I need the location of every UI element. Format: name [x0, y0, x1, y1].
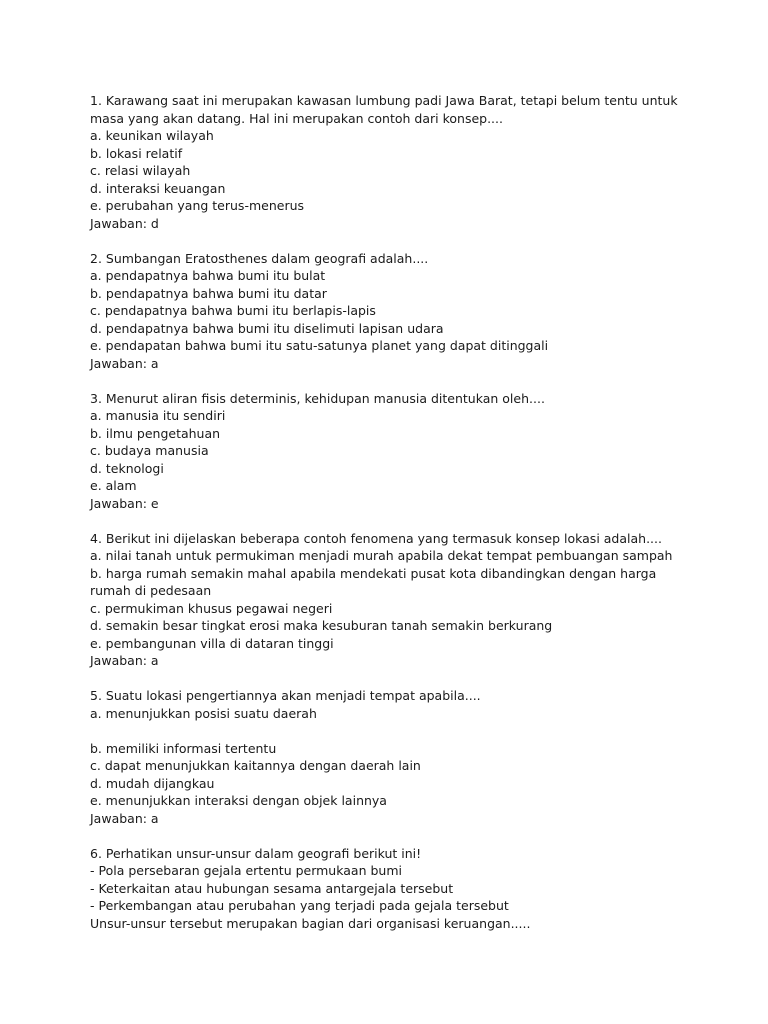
option-e: e. pendapatan bahwa bumi itu satu-satunya planet yang dapat ditinggali	[90, 338, 549, 353]
question-stem: 5. Suatu lokasi pengertiannya akan menjadi tempat apabila....	[90, 688, 481, 703]
option-a: a. nilai tanah untuk permukiman menjadi murah apabila dekat tempat pembuangan sampah	[90, 548, 673, 563]
option-c: c. budaya manusia	[90, 443, 209, 458]
option-a: a. manusia itu sendiri	[90, 408, 226, 423]
option-e: e. perubahan yang terus-menerus	[90, 198, 305, 213]
answer-key: Jawaban: d	[90, 215, 159, 231]
question-5	[90, 687, 690, 827]
option-b: b. memiliki informasi tertentu	[90, 740, 277, 756]
option-e: e. menunjukkan interaksi dengan objek lainnya	[90, 793, 387, 808]
question-6	[90, 845, 690, 933]
option-a: a. menunjukkan posisi suatu daerah	[90, 705, 317, 721]
blank-line	[90, 722, 690, 740]
question-closing: Unsur-unsur tersebut merupakan bagian dari organisasi keruangan.....	[90, 915, 531, 931]
question-stem: 2. Sumbangan Eratosthenes dalam geografi adalah....	[90, 250, 429, 266]
question-3	[90, 390, 690, 513]
option-d: d. semakin besar tingkat erosi maka kesuburan tanah semakin berkurang	[90, 618, 553, 633]
question-4	[90, 530, 690, 670]
option-c: c. relasi wilayah	[90, 163, 191, 178]
option-b: b. pendapatnya bahwa bumi itu datar	[90, 285, 327, 301]
bullet-point: - Pola persebaran gejala ertentu permukaan bumi	[90, 863, 402, 878]
question-stem: 3. Menurut aliran fisis determinis, kehidupan manusia ditentukan oleh....	[90, 390, 545, 406]
option-b: b. harga rumah semakin mahal apabila mendekati pusat kota dibandingkan dengan harga rumah di pedesaan	[90, 565, 657, 598]
option-d: d. interaksi keuangan	[90, 180, 226, 196]
bullet-point: - Keterkaitan atau hubungan sesama antargejala tersebut	[90, 880, 454, 896]
option-c: c. pendapatnya bahwa bumi itu berlapis-lapis	[90, 303, 376, 318]
option-b: b. lokasi relatif	[90, 145, 183, 161]
option-a: a. pendapatnya bahwa bumi itu bulat	[90, 268, 326, 283]
bullet-point: - Perkembangan atau perubahan yang terjadi pada gejala tersebut	[90, 898, 509, 913]
option-a: a. keunikan wilayah	[90, 128, 214, 143]
option-c: c. dapat menunjukkan kaitannya dengan daerah lain	[90, 758, 421, 773]
option-d: d. pendapatnya bahwa bumi itu diselimuti lapisan udara	[90, 320, 444, 336]
answer-key: Jawaban: a	[90, 355, 159, 371]
option-e: e. pembangunan villa di dataran tinggi	[90, 635, 334, 651]
option-d: d. teknologi	[90, 460, 164, 476]
answer-key: Jawaban: e	[90, 495, 159, 511]
question-2	[90, 250, 690, 373]
question-stem: 6. Perhatikan unsur-unsur dalam geografi berikut ini!	[90, 845, 422, 861]
question-stem: 1. Karawang saat ini merupakan kawasan lumbung padi Jawa Barat, tetapi belum tentu untuk masa yang akan datang. Hal ini merupakan contoh dari konsep....	[90, 93, 678, 126]
option-e: e. alam	[90, 478, 137, 493]
question-stem: 4. Berikut ini dijelaskan beberapa contoh fenomena yang termasuk konsep lokasi adalah....	[90, 530, 662, 546]
answer-key: Jawaban: a	[90, 810, 159, 826]
document-page	[90, 92, 690, 950]
option-d: d. mudah dijangkau	[90, 775, 215, 791]
answer-key: Jawaban: a	[90, 653, 159, 668]
question-1	[90, 92, 690, 232]
option-b: b. ilmu pengetahuan	[90, 425, 221, 441]
option-c: c. permukiman khusus pegawai negeri	[90, 600, 333, 616]
